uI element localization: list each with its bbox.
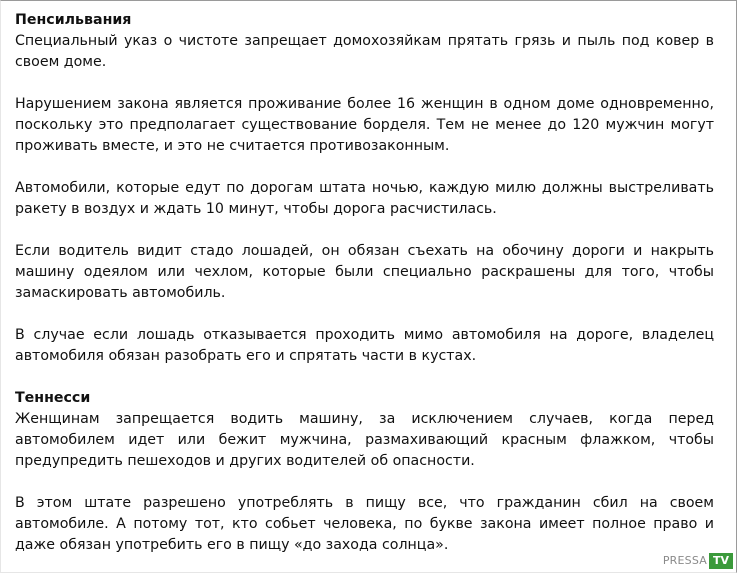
paragraph: Если водитель видит стадо лошадей, он обязан съехать на обочину дороги и накрыть машину одеялом или чехлом, которые были специально раскрашены для того, чтобы замаскировать автомобиль. xyxy=(15,243,714,301)
paragraph: Женщинам запрещается водить машину, за исключением случаев, когда перед автомобилем идет или бежит мужчина, размахивающий красным флажком, чтобы предупредить пешеходов и других водителей об опасности. xyxy=(15,411,714,469)
paragraph: В случае если лошадь отказывается проходить мимо автомобиля на дороге, владелец автомобиля обязан разобрать его и спрятать части в кустах. xyxy=(15,327,714,364)
watermark-tv-badge: TV xyxy=(709,553,733,569)
section-tennessee xyxy=(15,388,714,556)
paragraph: Нарушением закона является проживание более 16 женщин в одном доме одновременно, поскольку это предполагает существование борделя. Тем не менее до 120 мужчин могут проживать вместе, и это не считается противозаконным. xyxy=(15,96,714,154)
paragraph: Специальный указ о чистоте запрещает домохозяйкам прятать грязь и пыль под ковер в своем доме. xyxy=(15,33,714,70)
paragraph: Автомобили, которые едут по дорогам штата ночью, каждую милю должны выстреливать ракету в воздух и ждать 10 минут, чтобы дорога расчистилась. xyxy=(15,180,714,217)
section-heading: Теннесси xyxy=(15,390,91,406)
pressa-tv-watermark xyxy=(661,553,733,569)
section-pennsylvania xyxy=(15,10,714,367)
paragraph: В этом штате разрешено употреблять в пищу все, что гражданин сбил на своем автомобиле. А потому тот, кто собьет человека, по букве закона имеет полное право и даже обязан употребить его в пищу «до захода солнца». xyxy=(15,495,714,553)
watermark-brand-text: PRESSA xyxy=(662,554,707,567)
document-body xyxy=(15,10,714,577)
section-heading: Пенсильвания xyxy=(15,12,132,28)
